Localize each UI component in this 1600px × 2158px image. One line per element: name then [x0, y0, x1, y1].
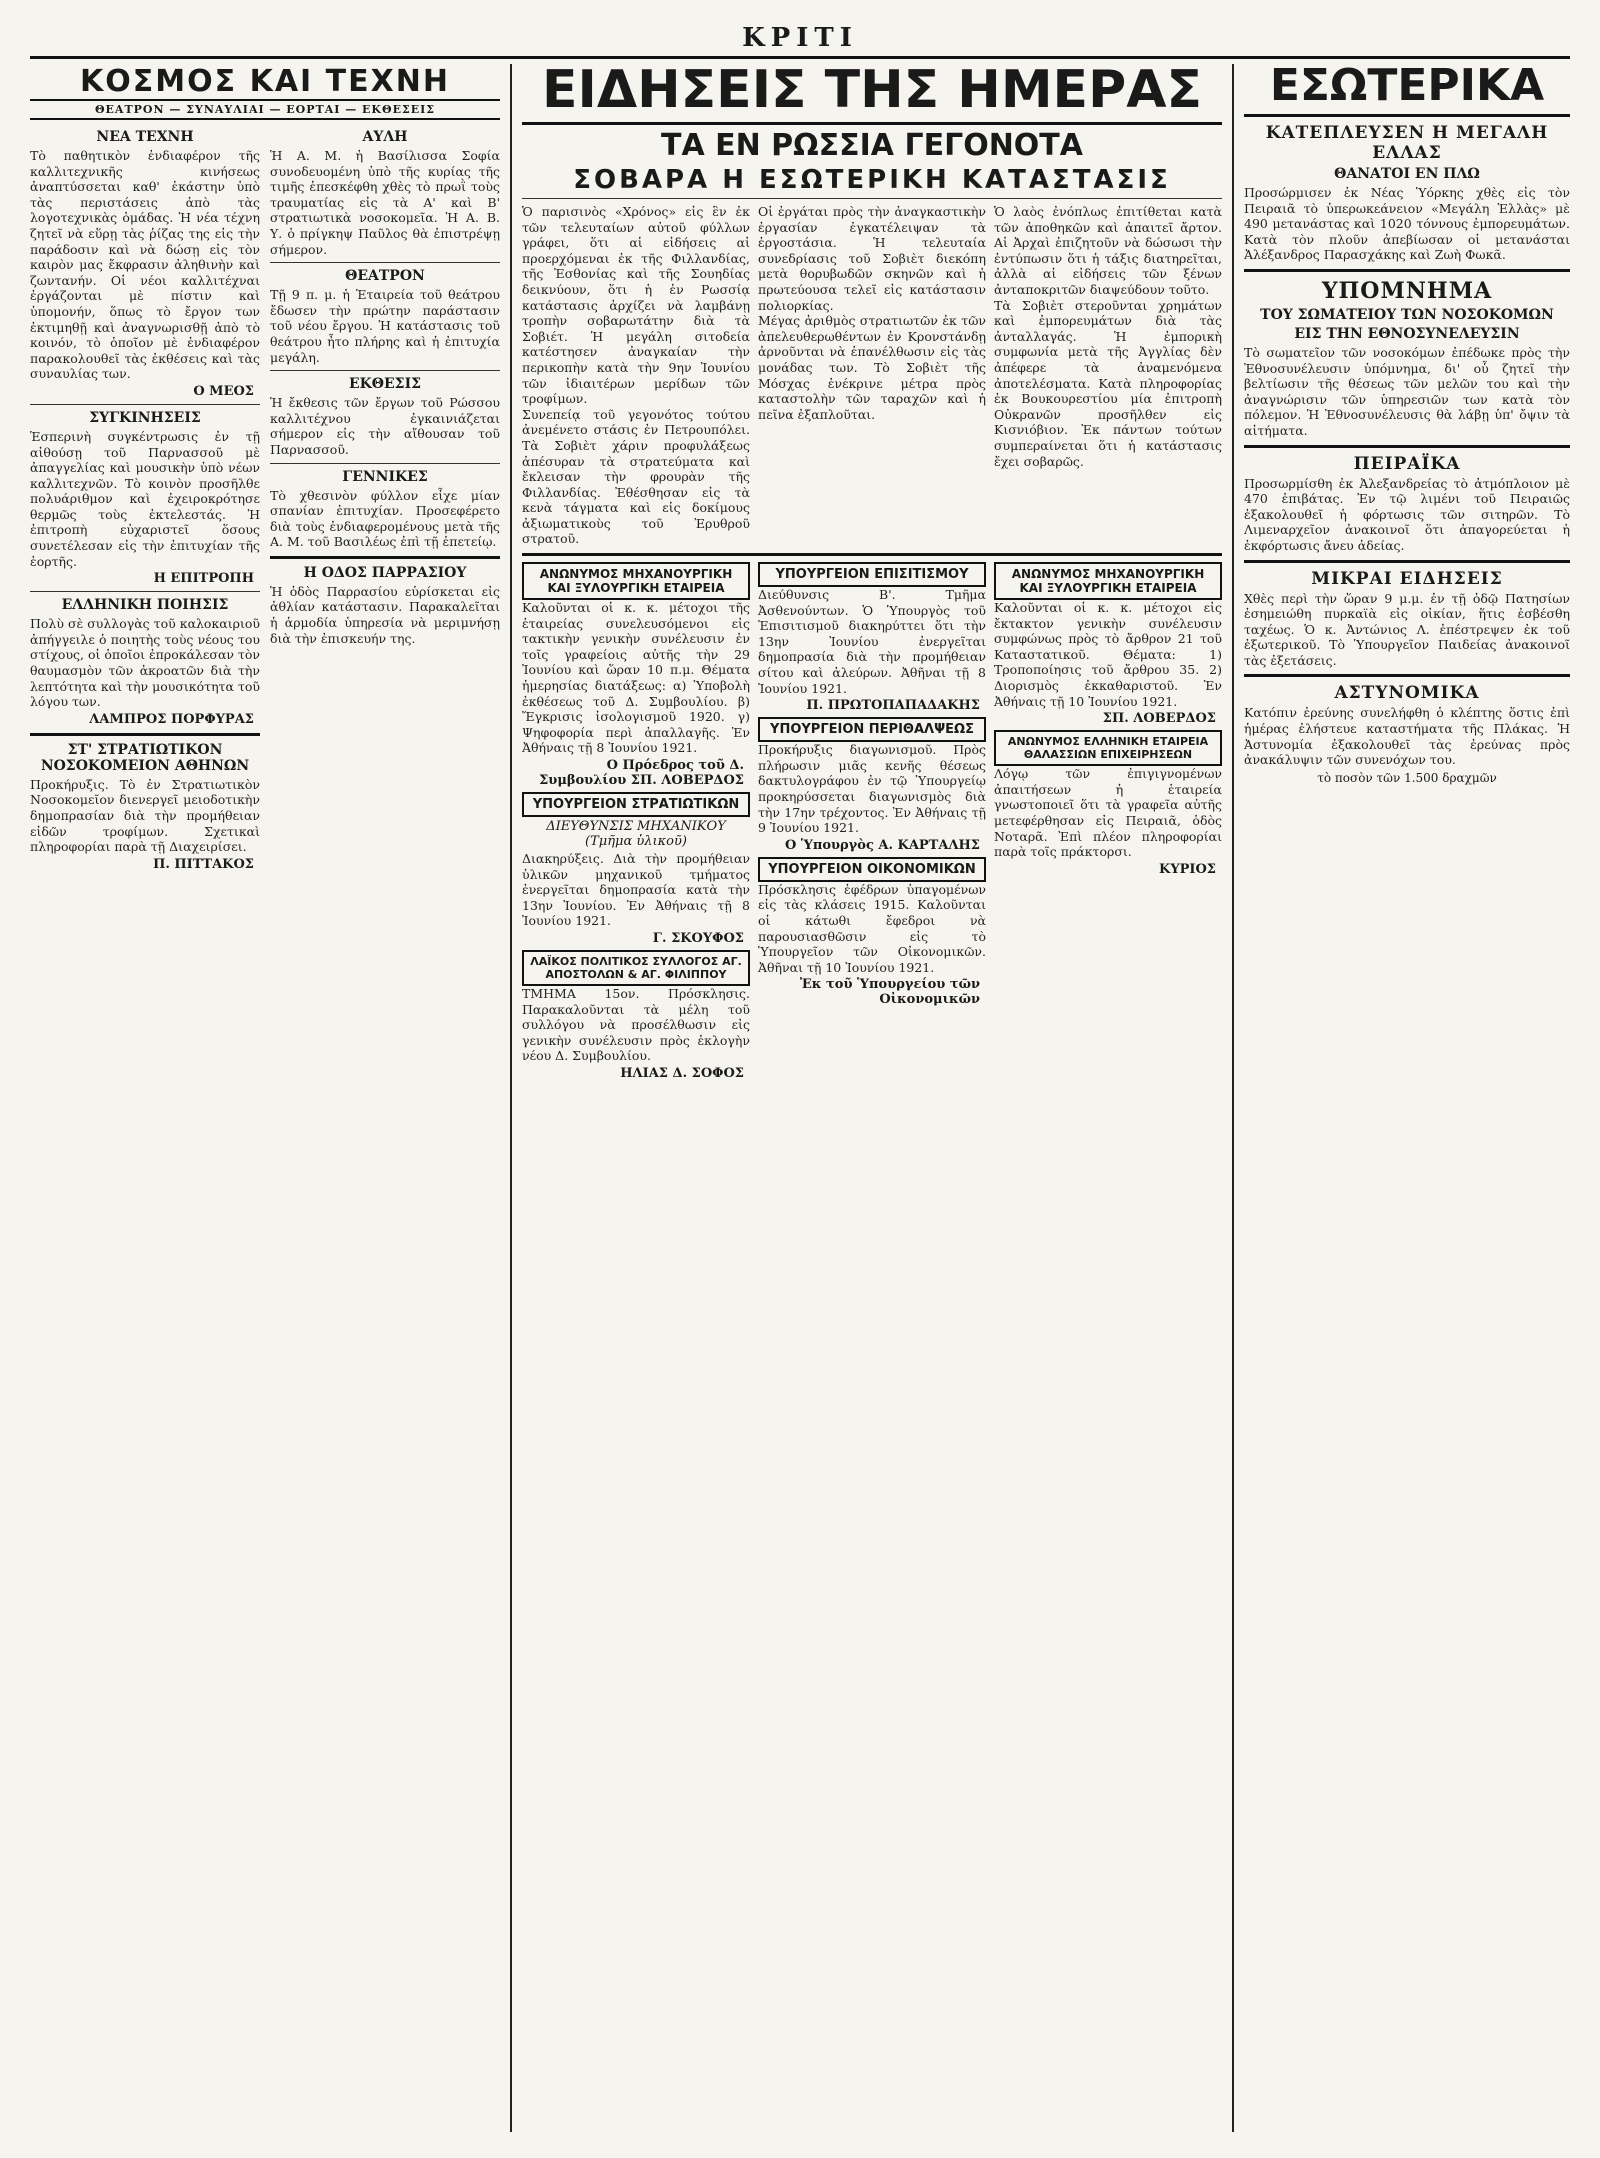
- article-heading: ΕΛΛΗΝΙΚΗ ΠΟΙΗΣΙΣ: [61, 597, 229, 614]
- notice-signature: Ο Ὑπουργὸς Α. ΚΑΡΤΑΛΗΣ: [785, 837, 980, 853]
- article-signature: Ο ΜΕΟΣ: [193, 383, 254, 399]
- notice-heading: ΣΤ' ΣΤΡΑΤΙΩΤΙΚΟΝ ΝΟΣΟΚΟΜΕΙΟΝ ΑΘΗΝΩΝ: [40, 741, 250, 774]
- left-column: [30, 64, 500, 2132]
- article-body: Χθὲς περὶ τὴν ὥραν 9 μ.μ. ἐν τῇ ὁδῷ Πατησίων ἐσημειώθη πυρκαϊὰ εἰς οἰκίαν, ἥτις ἐσβέσθη ταχέως. Ὁ κ. Ἀντώνιος Λ. ἐπέστρεψεν ἐκ τοῦ ἐξωτερικοῦ. Τὸ Ὑπουργεῖον Παιδείας ἀνακοινοῖ τὰς ἐξετάσεις.: [1244, 590, 1570, 668]
- article-paragraph: Τὰ Σοβιὲτ στεροῦνται χρημάτων καὶ ἐμπορευμάτων διὰ τὰς ἀνταλλαγάς. Ἡ ἐμπορικὴ συμφωνία μετὰ τῆς Ἀγγλίας δὲν ἀπέφερε τὰ ἀναμενόμενα ἀποτελέσματα. Κατὰ πληροφορίας ἐκ Βουκουρεστίου μία ἐπιτροπὴ Οὐκρανῶν προσῆλθεν εἰς Κισνιόβιον. Ἐκ πάντων τούτων συμπεραίνεται ὅτι ἡ κατάστασις ἔχει σοβαρῶς.: [994, 297, 1222, 469]
- article-body: Προσώρμισεν ἐκ Νέας Ὑόρκης χθὲς εἰς τὸν Πειραιᾶ τὸ ὑπερωκεάνειον «Μεγάλη Ἑλλὰς» μὲ 490 μετανάστας καὶ 1020 τόννους ἐμπορευμάτων. Κατὰ τὸν πλοῦν ἀπεβίωσαν οἱ μετανάσται Ἀλέξανδρος Παρασχάκης καὶ Ζωὴ Φωκᾶ.: [1244, 185, 1570, 263]
- notice-body: Προκήρυξις διαγωνισμοῦ. Πρὸς πλήρωσιν μιᾶς κενῆς θέσεως δακτυλογράφου ἐν τῷ Ὑπουργείῳ προκηρύσσεται διαγωνισμὸς διὰ τὴν 17ην τρέχοντος. Ἐν Ἀθήναις τῇ 9 Ἰουνίου 1921.: [758, 742, 986, 836]
- right-column: [1244, 64, 1570, 2132]
- column-divider: [1232, 64, 1234, 2132]
- article-paragraph: Ὁ παρισινὸς «Χρόνος» εἰς ἓν ἐκ τῶν τελευταίων αὐτοῦ φύλλων γράφει, ὅτι αἱ εἰδήσεις αἱ προερχόμεναι ἐκ τῆς Φιλλανδίας, τῆς Ἐσθονίας καὶ τῆς Σουηδίας δεικνύουν, ὅτι ἡ ἐν Ρωσσίᾳ κατάστασις ἀρχίζει νὰ λαμβάνῃ τροπὴν σοβαρωτάτην διὰ τὰ Σοβιέτ. Ἡ μεγάλη σιτοδεία κατέστησεν ἀναγκαίαν τὴν περικοπὴν κατὰ τὴν 9ην Ἰουνίου τῶν ἰδιαιτέρων μερίδων τῶν τροφίμων.: [522, 204, 750, 407]
- notice-heading: ΑΝΩΝΥΜΟΣ ΕΛΛΗΝΙΚΗ ΕΤΑΙΡΕΙΑ ΘΑΛΑΣΣΙΩΝ ΕΠΙΧΕΙΡΗΣΕΩΝ: [994, 730, 1222, 766]
- article-heading: ΜΙΚΡΑΙ ΕΙΔΗΣΕΙΣ: [1311, 568, 1503, 589]
- notice-body: Διακηρύξεις. Διὰ τὴν προμήθειαν ὑλικῶν μηχανικοῦ τμήματος ἐνεργεῖται δημοπρασία κατὰ τὴν 13ην Ἰουνίου. Ἐν Ἀθήναις τῇ 8 Ἰουνίου 1921.: [522, 851, 750, 929]
- notice-signature: Π. ΠΙΤΤΑΚΟΣ: [153, 856, 254, 872]
- notice-body: Λόγῳ τῶν ἐπιγιγνομένων ἀπαιτήσεων ἡ ἑταιρεία γνωστοποιεῖ ὅτι τὰ γραφεῖα αὐτῆς μετεφέρθησαν εἰς Πειραιᾶ, ὁδὸς Νοταρᾶ. Ἐπὶ πλέον πληροφορίαι παρὰ τοῖς πράκτορσι.: [994, 766, 1222, 860]
- article-heading: ΚΑΤΕΠΛΕΥΣΕΝ Η ΜΕΓΑΛΗ ΕΛΛΑΣ: [1265, 123, 1549, 163]
- article-body: Προσωρμίσθη ἐκ Ἀλεξανδρείας τὸ ἀτμόπλοιον μὲ 470 ἐπιβάτας. Ἐν τῷ λιμένι τοῦ Πειραιῶς ἐξακολουθεῖ ἡ φόρτωσις τῶν σιτηρῶν. Τὸ Λιμεναρχεῖον ἀνακοινοῖ ὅτι ἀπαγορεύεται ἡ ἐκφόρτωσις ἄνευ ἀδείας.: [1244, 475, 1570, 553]
- article-body: Κατόπιν ἐρεύνης συνελήφθη ὁ κλέπτης ὅστις ἐπὶ ἡμέρας ἐλήστευε καταστήματα τῆς Πλάκας. Ἡ Ἀστυνομία ἐξακολουθεῖ τὰς ἐρεύνας πρὸς ἀνακάλυψιν τῶν συνενόχων του.: [1244, 705, 1570, 768]
- center-title: ΕΙΔΗΣΕΙΣ ΤΗΣ ΗΜΕΡΑΣ: [542, 64, 1202, 120]
- article-body: Ἡ ὁδὸς Παρρασίου εὑρίσκεται εἰς ἀθλίαν κατάστασιν. Παρακαλεῖται ἡ ἁρμοδία ὑπηρεσία νὰ μεριμνήσῃ διὰ τὴν ἐπισκευήν της.: [270, 583, 500, 646]
- center-column: [522, 64, 1222, 2132]
- article-paragraph: Συνεπείᾳ τοῦ γεγονότος τούτου ἀνεμένετο στάσις ἐν Πετρουπόλει. Τὰ Σοβιὲτ χάριν προφυλάξεως ἀπέσυραν τὰ στρατεύματα καὶ ἔκλεισαν τὴν φρουρὰν τῆς Φιλλανδίας. Ἐθέσθησαν εἰς τὰ κενὰ τάγματα καὶ εἰς δοκίμους ἀξιωματικοὺς τοῦ Ἐρυθροῦ στρατοῦ.: [522, 406, 750, 547]
- article-paragraph: Ὁ λαὸς ἐνόπλως ἐπιτίθεται κατὰ τῶν ἀποθηκῶν καὶ ἀπαιτεῖ ἄρτον. Αἱ Ἀρχαὶ ἐπιζητοῦν νὰ δώσωσι τὴν ἐντύπωσιν ὅτι ἡ τάξις διατηρεῖται, ἀλλὰ αἱ εἰδήσεις τῶν ξένων ἀνταποκριτῶν διαψεύδουν τοῦτο.: [994, 204, 1222, 297]
- article-body: Τὸ σωματεῖον τῶν νοσοκόμων ἐπέδωκε πρὸς τὴν Ἐθνοσυνέλευσιν ὑπόμνημα, δι' οὗ ζητεῖ τὴν βελτίωσιν τῆς θέσεως τῶν μελῶν του καὶ τὴν ἀναγνώρισιν τῶν ὑπηρεσιῶν των κατὰ τὸν πόλεμον. Ἡ Ἐθνοσυνέλευσις θὰ λάβῃ ὑπ' ὄψιν τὰ αἰτήματα.: [1244, 344, 1570, 438]
- article-signature: Η ΕΠΙΤΡΟΠΗ: [153, 571, 254, 587]
- article-paragraph: Μέγας ἀριθμὸς στρατιωτῶν ἐκ τῶν ἀπελευθερωθέντων ἐν Κρονστάνδῃ ἀρνοῦνται νὰ ἐπανέλθωσιν εἰς τὰς μονάδας των. Τὸ Σοβιὲτ τῆς Μόσχας ἐνέκρινε μέτρα πρὸς καταστολὴν τῶν ταραχῶν καὶ ἡ πεῖνα ἐξαπλοῦται.: [758, 313, 986, 422]
- article-heading: ΑΣΤΥΝΟΜΙΚΑ: [1334, 683, 1480, 704]
- notice-body: Καλοῦνται οἱ κ. κ. μέτοχοι τῆς ἑταιρείας συνελευσόμενοι εἰς τακτικὴν γενικὴν συνέλευσιν ἐν τοῖς γραφείοις αὐτῆς τὴν 29 Ἰουνίου καὶ ὥραν 10 π.μ. Θέματα ἡμερησίας διατάξεως: α) Ὑποβολὴ ἐκθέσεως τοῦ Δ. Συμβουλίου. β) Ἔγκρισις ἰσολογισμοῦ 1920. γ) Ψηφοφορία περὶ ἀπαλλαγῆς. Ἐν Ἀθήναις τῇ 8 Ἰουνίου 1921.: [522, 600, 750, 756]
- article-paragraph: Οἱ ἐργάται πρὸς τὴν ἀναγκαστικὴν ἐργασίαν ἐγκατέλειψαν τὰ ἐργοστάσια. Ἡ τελευταία συνεδρίασις τοῦ Σοβιὲτ διεκόπη μετὰ θορυβωδῶν σκηνῶν καὶ ἡ πρωτεύουσα τελεῖ εἰς κατάστασιν πολιορκίας.: [758, 204, 986, 313]
- article-body: Ἡ Α. Μ. ἡ Βασίλισσα Σοφία συνοδευομένη ὑπὸ τῆς κυρίας τῆς τιμῆς ἐπεσκέφθη χθὲς τὸ πρωῒ τοὺς τραυματίας εἰς τὰ Α' καὶ Β' στρατιωτικὰ νοσοκομεῖα. Ἡ Α. Β. Υ. ὁ πρίγκηψ Παῦλος θὰ ἐπιστρέψῃ σήμερον.: [270, 148, 500, 257]
- article-body: Τὸ χθεσινὸν φύλλον εἶχε μίαν σπανίαν ἐπιτυχίαν. Προσεφέρετο διὰ τοὺς ἐνδιαφερομένους μετὰ τῆς Α. Μ. τοῦ Βασιλέως ἐπὶ τῇ ἐπετείῳ.: [270, 487, 500, 550]
- article-subheading: ΤΟΥ ΣΩΜΑΤΕΙΟΥ ΤΩΝ ΝΟΣΟΚΟΜΩΝ: [1260, 306, 1554, 323]
- article-heading: Η ΟΔΟΣ ΠΑΡΡΑΣΙΟΥ: [303, 564, 467, 581]
- notice-signature: Γ. ΣΚΟΥΦΟΣ: [652, 930, 744, 946]
- notice-body: Πρόσκλησις ἐφέδρων ὑπαγομένων εἰς τὰς κλάσεις 1915. Καλοῦνται οἱ κάτωθι ἔφεδροι νὰ παρουσιασθῶσιν εἰς τὸ Ὑπουργεῖον τῶν Οἰκονομικῶν. Ἀθῆναι τῇ 10 Ἰουνίου 1921.: [758, 881, 986, 975]
- article-tail: τὸ ποσὸν τῶν 1.500 δραχμῶν: [1317, 770, 1497, 785]
- article-body: Τῇ 9 π. μ. ἡ Ἑταιρεία τοῦ θεάτρου ἔδωσεν τὴν πρώτην παράστασιν τοῦ νέου ἔργου. Ἡ κατάστασις τοῦ θεάτρου ἦτο πλήρης καὶ ἡ ἐπιτυχία μεγάλη.: [270, 287, 500, 365]
- article-heading: ΕΚΘΕΣΙΣ: [348, 376, 422, 393]
- left-subcolumn-a: [30, 126, 260, 876]
- article-subheading: ΕΙΣ ΤΗΝ ΕΘΝΟΣΥΝΕΛΕΥΣΙΝ: [1294, 325, 1520, 342]
- notice-body: ΤΜΗΜΑ 15ον. Πρόσκλησις. Παρακαλοῦνται τὰ μέλη τοῦ συλλόγου νὰ προσέλθωσιν εἰς γενικὴν συνέλευσιν πρὸς ἐκλογὴν νέου Δ. Συμβουλίου.: [522, 985, 750, 1064]
- section-strip: ΘΕΑΤΡΟΝ — ΣΥΝΑΥΛΙΑΙ — ΕΟΡΤΑΙ — ΕΚΘΕΣΕΙΣ: [30, 99, 500, 120]
- article-subheading: ΘΑΝΑΤΟΙ ΕΝ ΠΛΩ: [1334, 166, 1480, 182]
- article-heading: ΝΕΑ ΤΕΧΝΗ: [96, 129, 194, 145]
- notice-heading: ΑΝΩΝΥΜΟΣ ΜΗΧΑΝΟΥΡΓΙΚΗ ΚΑΙ ΞΥΛΟΥΡΓΙΚΗ ΕΤΑΙΡΕΙΑ: [522, 562, 750, 600]
- article-heading: ΠΕΙΡΑΪΚΑ: [1353, 453, 1461, 474]
- article-heading: ΣΥΓΚΙΝΗΣΕΙΣ: [89, 409, 201, 426]
- notice-heading: ΥΠΟΥΡΓΕΙΟΝ ΣΤΡΑΤΙΩΤΙΚΩΝ: [522, 792, 750, 817]
- article-heading: ΓΕΝΝΙΚΕΣ: [342, 468, 428, 485]
- column-divider: [510, 64, 512, 2132]
- notice-body: Διεύθυνσις Β'. Τμῆμα Ἀσθενούντων. Ὁ Ὑπουργὸς τοῦ Ἐπισιτισμοῦ διακηρύττει ὅτι τὴν 13ην Ἰουνίου ἐνεργεῖται δημοπρασία διὰ τὴν προμήθειαν σίτου καὶ ἀλεύρων. Ἀθῆναι τῇ 8 Ἰουνίου 1921.: [758, 587, 986, 696]
- notice-heading: ΥΠΟΥΡΓΕΙΟΝ ΠΕΡΙΘΑΛΨΕΩΣ: [758, 717, 986, 742]
- notice-signature: Π. ΠΡΩΤΟΠΑΠΑΔΑΚΗΣ: [806, 698, 980, 714]
- notice-signature: ΚΥΡΙΟΣ: [1159, 861, 1216, 877]
- notice-body: Καλοῦνται οἱ κ. κ. μέτοχοι εἰς ἔκτακτον γενικὴν συνέλευσιν συμφώνως πρὸς τὸ ἄρθρον 21 τοῦ Καταστατικοῦ. Θέματα: 1) Τροποποίησις τοῦ ἄρθρου 35. 2) Διορισμὸς ἐκκαθαριστοῦ. Ἐν Ἀθήναις τῇ 10 Ἰουνίου 1921.: [994, 600, 1222, 709]
- notice-heading: ΛΑΪΚΟΣ ΠΟΛΙΤΙΚΟΣ ΣΥΛΛΟΓΟΣ ΑΓ. ΑΠΟΣΤΟΛΩΝ & ΑΓ. ΦΙΛΙΠΠΟΥ: [522, 950, 750, 986]
- article-signature: ΛΑΜΠΡΟΣ ΠΟΡΦΥΡΑΣ: [89, 711, 254, 727]
- article-body: Πολὺ σὲ συλλογὰς τοῦ καλοκαιριοῦ ἀπήγγειλε ὁ ποιητὴς τοὺς νέους του στίχους, οἱ ὁποῖοι ἐπροκάλεσαν τὸν θαυμασμὸν τῶν ἀκροατῶν διὰ τὴν λεπτότητα καὶ τὴν μουσικότητα τοῦ λόγου των.: [30, 616, 260, 710]
- article-heading: ΥΠΟΜΝΗΜΑ: [1321, 277, 1493, 304]
- notice-heading: ΑΝΩΝΥΜΟΣ ΜΗΧΑΝΟΥΡΓΙΚΗ ΚΑΙ ΞΥΛΟΥΡΓΙΚΗ ΕΤΑΙΡΕΙΑ: [994, 562, 1222, 600]
- notice-heading: ΥΠΟΥΡΓΕΙΟΝ ΕΠΙΣΙΤΙΣΜΟΥ: [758, 562, 986, 587]
- article-body: Ἑσπερινὴ συγκέντρωσις ἐν τῇ αἰθούσῃ τοῦ Παρνασσοῦ μὲ ἀπαγγελίας καὶ μουσικὴν ὑπὸ νέων καλλιτεχνῶν. Τὸ κοινὸν προσῆλθε πολυάριθμον καὶ ἐχειροκρότησε θερμῶς τοὺς ἐκτελεστάς. Ἡ ἐπιτροπὴ εὐχαριστεῖ ὅσους συνετέλεσαν εἰς τὴν ἐπιτυχίαν τῆς ἑορτῆς.: [30, 428, 260, 569]
- center-subtitle-2: ΣΟΒΑΡΑ Η ΕΣΩΤΕΡΙΚΗ ΚΑΤΑΣΤΑΣΙΣ: [573, 165, 1171, 195]
- left-subcolumn-b: [270, 126, 500, 876]
- notice-body: Προκήρυξις. Τὸ ἐν Στρατιωτικὸν Νοσοκομεῖον διενεργεῖ μειοδοτικὴν δημοπρασίαν διὰ τὴν προμήθειαν εἰδῶν τροφίμων. Σχετικαὶ πληροφορίαι παρὰ τῇ Διαχειρίσει.: [30, 776, 260, 855]
- article-body: Ἡ ἔκθεσις τῶν ἔργων τοῦ Ρώσσου καλλιτέχνου ἐγκαινιάζεται σήμερον εἰς τὴν αἴθουσαν τοῦ Παρνασσοῦ.: [270, 395, 500, 457]
- notice-signature: ΗΛΙΑΣ Δ. ΣΟΦΟΣ: [620, 1065, 744, 1081]
- right-title: ΕΣΩΤΕΡΙΚΑ: [1269, 64, 1545, 111]
- article-body: Τὸ παθητικὸν ἐνδιαφέρον τῆς καλλιτεχνικῆς κινήσεως ἀναπτύσσεται καθ' ἑκάστην ὑπὸ τὰς περιστάσεις ἀπὸ τὰς λογοτεχνικὰς ὁμάδας. Ἡ νέα τέχνη ζητεῖ νὰ εὕρῃ τὰς ῥίζας της εἰς τὴν παράδοσιν καὶ νὰ δώσῃ εἰς τὸν καιρὸν μας ἔκφρασιν ἀληθινὴν καὶ ζωντανήν. Οἱ νέοι καλλιτέχναι ἐργάζονται μὲ πίστιν καὶ ὑπομονήν, ὅπως τὸ ἔργον των ἐκτιμηθῇ καὶ ἀναγνωρισθῇ ἀπὸ τὸ κοινόν, τὸ ὁποῖον μὲ ἐνδιαφέρον παρακολουθεῖ τὰς ἐκθέσεις καὶ τὰς συναυλίας των.: [30, 148, 260, 382]
- notice-subheading: ΔΙΕΥΘΥΝΣΙΣ ΜΗΧΑΝΙΚΟΥ (Τμῆμα ὑλικοῦ): [546, 819, 726, 849]
- notice-heading: ΥΠΟΥΡΓΕΙΟΝ ΟΙΚΟΝΟΜΙΚΩΝ: [758, 857, 986, 882]
- notice-signature: ΣΠ. ΛΟΒΕΡΔΟΣ: [1102, 711, 1216, 727]
- newspaper-page: [30, 22, 1570, 2132]
- article-heading: ΘΕΑΤΡΟΝ: [345, 268, 425, 285]
- article-heading: ΑΥΛΗ: [362, 129, 408, 145]
- center-subtitle: ΤΑ ΕΝ ΡΩΣΣΙΑ ΓΕΓΟΝΟΤΑ: [661, 128, 1083, 163]
- notice-signature: Ἐκ τοῦ Ὑπουργείου τῶν Οἰκονομικῶν: [799, 977, 980, 1008]
- notice-signature: Ο Πρόεδρος τοῦ Δ. Συμβουλίου ΣΠ. ΛΟΒΕΡΔΟΣ: [539, 758, 744, 788]
- masthead: ΚΡΙΤΙ: [30, 22, 1570, 59]
- section-brand: ΚΟΣΜΟΣ ΚΑΙ ΤΕΧΝΗ: [80, 64, 450, 99]
